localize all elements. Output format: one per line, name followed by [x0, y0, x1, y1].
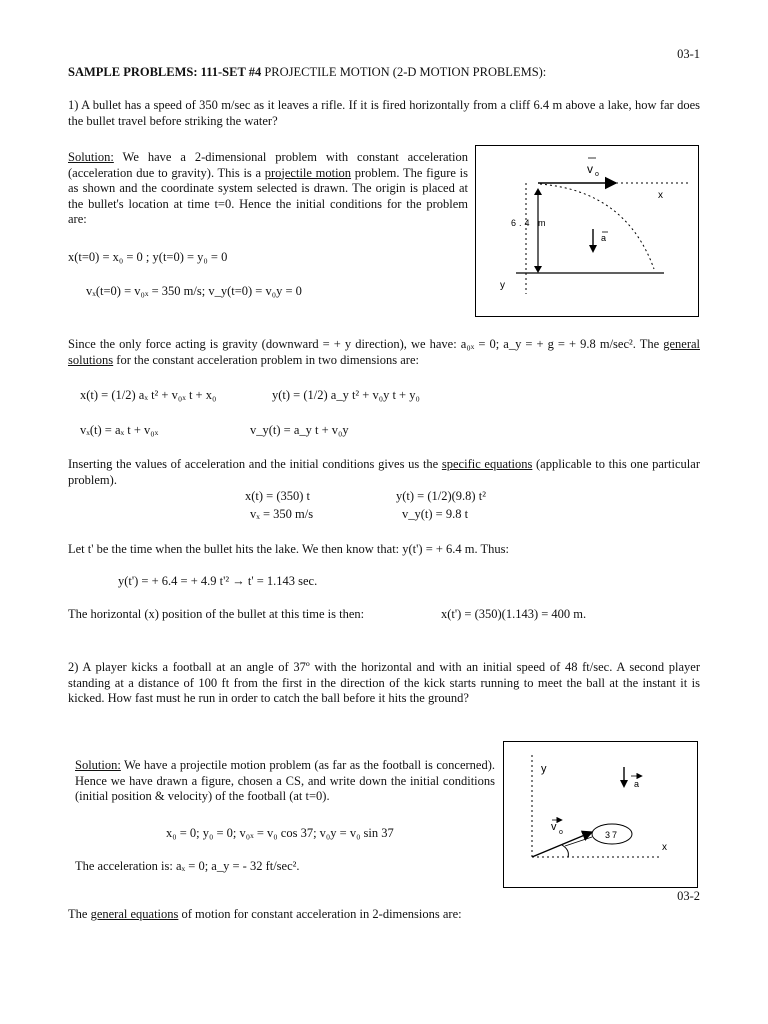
solution-text-a: We have a 2-dimensional problem with constant acceleration (acceleration due to gravity). This is a: [68, 150, 468, 180]
page-number-bottom: 03-2: [677, 889, 700, 903]
specific-x: x(t) = (350) t: [245, 489, 311, 503]
problem2-question: 2) A player kicks a football at an angle of 37º with the horizontal and with an initial speed of 48 ft/sec. A second player standing at a distance of 100 ft from the first in the direction of the kick starts running to meet the ball at the instant it is kicked. How fast must he run in order to catch the ball before it hits the ground?: [68, 660, 700, 705]
gravity-paragraph: [68, 337, 700, 368]
force-text-a: Since the only force acting is gravity (downward = + y direction), we have: a₀ₓ = 0; a_y = + g = + 9.8 m/sec². The: [68, 337, 664, 351]
figure-football-svg: [504, 742, 697, 887]
initial-conditions-1: x(t=0) = x₀ = 0 ; y(t=0) = y₀ = 0: [68, 250, 228, 264]
page-title: [68, 65, 546, 81]
v0-sub: o: [595, 171, 599, 178]
force-link: general solutions: [68, 337, 700, 367]
last-text-b: of motion for constant acceleration in 2-dimensions are:: [178, 907, 462, 921]
solution-link: projectile motion: [264, 165, 352, 180]
accel-label: a: [601, 233, 607, 243]
solution2-label: Solution:: [75, 758, 121, 772]
accel-label: a: [634, 779, 640, 789]
insert-text-b: (applicable to this one particular problem).: [68, 457, 700, 487]
force-text-b: for the constant acceleration problem in two dimensions are:: [113, 352, 419, 367]
last-link: general equations: [90, 907, 179, 921]
general-vy: v_y(t) = a_y t + v₀y: [250, 423, 349, 437]
problem2-solution: [75, 758, 495, 805]
last-text-a: The: [68, 907, 91, 921]
v0-sub: o: [559, 829, 563, 836]
solution2-text: We have a projectile motion problem (as far as the football is concerned). Hence we have drawn a figure, chosen a CS, and write down the initial conditions (initial position & velocity) of the football (at t=0).: [75, 758, 495, 803]
figure-cliff-svg: [476, 146, 698, 316]
page-number: 03-1: [677, 47, 700, 61]
final-paragraph: The horizontal (x) position of the bullet at this time is then:: [68, 607, 365, 621]
problem2-acceleration: The acceleration is: aₓ = 0; a_y = - 32 ft/sec².: [75, 859, 300, 873]
problem1-solution: [68, 150, 468, 228]
initial-conditions-2: vₓ(t=0) = v₀ₓ = 350 m/s; v_y(t=0) = v₀y = 0: [86, 284, 302, 298]
figure-football: [503, 741, 698, 888]
y-label: y: [500, 280, 505, 291]
insert-link: specific equations: [441, 457, 533, 471]
problem1-question: 1) A bullet has a speed of 350 m/sec as it leaves a rifle. If it is fired horizontally from a cliff 6.4 m above a lake, how far does the bullet travel before striking the water?: [68, 98, 700, 128]
specific-vx: vₓ = 350 m/s: [250, 507, 314, 521]
figure-cliff: [475, 145, 699, 317]
general-vx: vₓ(t) = aₓ t + v₀ₓ: [80, 423, 159, 437]
final-equation: x(t') = (350)(1.143) = 400 m.: [441, 607, 587, 621]
specific-y: y(t) = (1/2)(9.8) t²: [396, 489, 486, 503]
solution-label: Solution:: [68, 150, 114, 164]
angle-label: 37: [605, 830, 620, 840]
accel-arrow-head-icon: [620, 780, 628, 788]
specific-vy: v_y(t) = 9.8 t: [402, 507, 469, 521]
y-label: y: [541, 763, 547, 775]
x-label: x: [658, 190, 663, 201]
x-label: x: [662, 842, 667, 853]
accel-arrow-head-icon: [589, 245, 597, 253]
trajectory: [540, 184, 654, 269]
let-paragraph: Let t' be the time when the bullet hits the lake. We then know that: y(t') = + 6.4 m. Thus:: [68, 542, 510, 556]
v0-label: v: [551, 821, 557, 833]
insert-paragraph: [68, 457, 700, 488]
angle-arc: [562, 845, 568, 857]
height-label: 6.4 m: [511, 218, 549, 228]
insert-text-a: Inserting the values of acceleration and the initial conditions gives us the: [68, 457, 442, 471]
general-y: y(t) = (1/2) a_y t² + v₀y t + y₀: [272, 388, 420, 402]
general-x: x(t) = (1/2) aₓ t² + v₀ₓ t + x₀: [80, 388, 217, 402]
height-arrow-down-icon: [534, 266, 542, 273]
height-arrow-up-icon: [534, 188, 542, 195]
problem2-initial-conditions: x₀ = 0; y₀ = 0; v₀ₓ = v₀ cos 37; v₀y = v₀ sin 37: [166, 826, 394, 840]
title-bold: SAMPLE PROBLEMS: 111-SET #4: [68, 65, 262, 79]
title-rest: PROJECTILE MOTION (2-D MOTION PROBLEMS):: [261, 65, 547, 79]
solution-text-b: problem. The figure is as shown and the coordinate system selected is drawn. The origin is placed at the bullet's location at time t=0. Hence the initial conditions for the problem are:: [68, 165, 468, 226]
solve-equation: y(t') = + 6.4 = + 4.9 t'² → t' = 1.143 sec.: [118, 574, 318, 588]
last-paragraph: [68, 907, 462, 923]
v0-label: v: [587, 162, 593, 176]
